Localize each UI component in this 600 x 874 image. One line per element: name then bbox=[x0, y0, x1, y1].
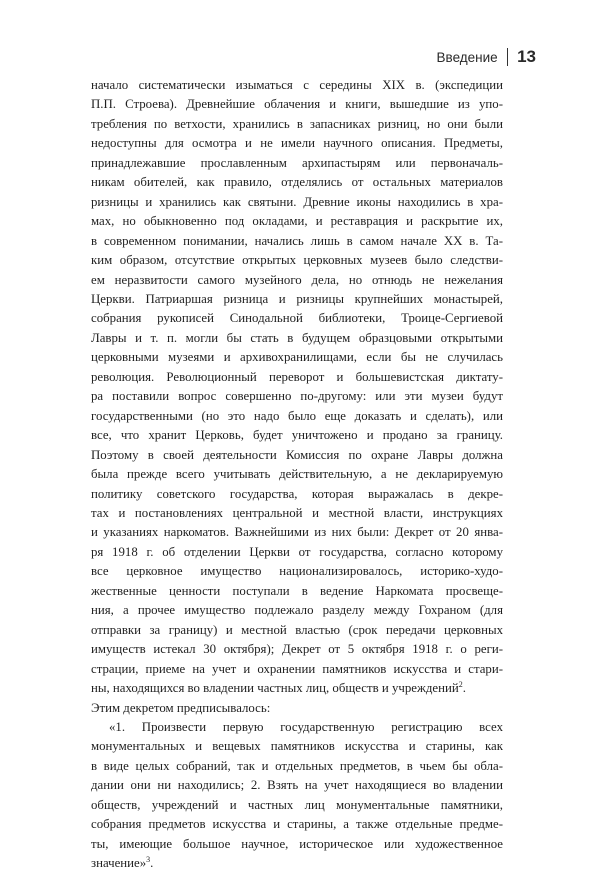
line-text: все, что хранит Церковь, будет уничтожено и продано за границу. bbox=[91, 428, 503, 443]
line-text: мах, но обыкновенно под окладами, и реставрация и раскрытие их, bbox=[91, 214, 503, 229]
line-text: монументальных и вещевых памятников искусства и старины, как bbox=[91, 739, 503, 754]
text-line bbox=[91, 562, 503, 581]
line-text: церковными музеями и архивохранилищами, если бы не случилась bbox=[91, 350, 503, 365]
line-text: обществ, учреждений и частных лиц монументальные памятники, bbox=[91, 797, 503, 812]
line-text: имуществ истекал 30 октября); Декрет от 5 октября 1918 г. о реги- bbox=[91, 642, 503, 657]
text-line bbox=[91, 271, 503, 290]
text-line bbox=[91, 212, 503, 231]
text-line bbox=[91, 699, 503, 718]
text-line bbox=[91, 465, 503, 484]
page-number: 13 bbox=[517, 47, 536, 66]
line-text: требления по ветхости, хранились в запасниках ризниц, но они были bbox=[91, 116, 503, 131]
line-text: собрания рукописей Синодальной библиотеки, Троице-Сергиевой bbox=[91, 311, 503, 326]
text-line bbox=[91, 368, 503, 387]
line-text: Лавры и т. п. могли бы стать в будущем образцовыми открытыми bbox=[91, 330, 503, 345]
text-line bbox=[91, 815, 503, 834]
line-text: Поэтому в своей деятельности Комиссия по охране Лавры должна bbox=[91, 447, 503, 462]
line-text: «1. Произвести первую государственную регистрацию всех bbox=[109, 719, 503, 734]
line-text: ким образом, отсутствие открытых церковных музеев было следстви- bbox=[91, 253, 503, 268]
header-divider bbox=[507, 48, 508, 66]
text-line bbox=[91, 621, 503, 640]
line-text: ты, имеющие большое научное, историческое или художественное bbox=[91, 836, 503, 851]
line-text: ния, а прочее имущество подлежало разделу между Гохраном (для bbox=[91, 603, 503, 618]
text-line bbox=[91, 796, 503, 815]
text-line bbox=[91, 504, 503, 523]
line-text: и указаниях наркоматов. Важнейшими из них были: Декрет от 20 янва- bbox=[91, 525, 503, 540]
text-line bbox=[91, 134, 503, 153]
text-line bbox=[91, 387, 503, 406]
text-line bbox=[91, 485, 503, 504]
line-text: ны, находящихся во владении частных лиц, обществ и учреждений bbox=[91, 681, 459, 696]
line-text: страции, приеме на учет и охранении памятников искусства и стари- bbox=[91, 661, 503, 676]
line-text: значение» bbox=[91, 856, 147, 871]
text-line bbox=[91, 582, 503, 601]
text-line bbox=[91, 115, 503, 134]
text-line bbox=[91, 251, 503, 270]
text-line bbox=[91, 426, 503, 445]
text-line bbox=[91, 601, 503, 620]
text-line bbox=[91, 737, 503, 756]
line-text: тах и постановлениях центральной и местной власти, инструкциях bbox=[91, 505, 503, 520]
text-line bbox=[91, 76, 503, 95]
text-line bbox=[91, 290, 503, 309]
text-line bbox=[91, 835, 503, 854]
line-text: ря 1918 г. об отделении Церкви от государства, согласно которому bbox=[91, 544, 503, 559]
line-text: ем неразвитости самого музейного дела, но отнюдь не нежелания bbox=[91, 272, 503, 287]
text-line bbox=[91, 348, 503, 367]
line-text: Церкви. Патриаршая ризница и ризницы крупнейших монастырей, bbox=[91, 291, 503, 306]
text-line bbox=[91, 95, 503, 114]
text-line bbox=[91, 446, 503, 465]
line-text: государственными (но это надо было еще доказать и сделать), или bbox=[91, 408, 503, 423]
line-text: начало систематически изыматься с середины XIX в. (экспедиции bbox=[91, 78, 503, 92]
line-text: была прежде всего учитывать действительную, а не декларируемую bbox=[91, 467, 503, 482]
line-text: в современном понимании, начались лишь в самом начале XX в. Та- bbox=[91, 233, 503, 248]
text-line bbox=[91, 757, 503, 776]
body-text bbox=[91, 76, 503, 874]
text-line bbox=[91, 407, 503, 426]
line-text: политику советского государства, которая выражалась в декре- bbox=[91, 486, 503, 501]
paragraph bbox=[91, 718, 503, 874]
punctuation: . bbox=[150, 856, 154, 871]
text-line bbox=[91, 660, 503, 679]
text-line bbox=[91, 154, 503, 173]
text-line bbox=[91, 679, 503, 698]
text-line bbox=[91, 543, 503, 562]
text-line bbox=[91, 523, 503, 542]
text-line bbox=[91, 173, 503, 192]
footnote-marker[interactable]: 3 bbox=[146, 855, 151, 865]
line-text: недоступны для осмотра и не имели научного описания. Предметы, bbox=[91, 136, 503, 151]
text-line bbox=[91, 309, 503, 328]
line-text: П.П. Строева). Древнейшие облачения и книги, вышедшие из упо- bbox=[91, 97, 503, 112]
text-line bbox=[91, 232, 503, 251]
section-title: Введение bbox=[436, 49, 498, 65]
line-text: в виде целых собраний, так и отдельных предметов, в чьем бы обла- bbox=[91, 758, 503, 773]
running-head bbox=[437, 47, 536, 67]
line-text: отправки за границу) и местной властью (срок передачи церковных bbox=[91, 622, 503, 637]
text-line bbox=[91, 854, 503, 873]
punctuation: . bbox=[462, 681, 466, 696]
line-text: собрания предметов искусства и старины, а также отдельные предме- bbox=[91, 817, 503, 832]
line-text: жественные ценности поступали в ведение Наркомата просвеще- bbox=[91, 583, 503, 598]
text-line bbox=[91, 718, 503, 737]
text-line bbox=[91, 193, 503, 212]
line-text: дании они ни находились; 2. Взять на учет находящиеся во владении bbox=[91, 778, 503, 793]
line-text: ра поставили вопрос совершенно по-другому: или эти музеи будут bbox=[91, 389, 503, 404]
line-text: Этим декретом предписывалось: bbox=[91, 700, 271, 715]
paragraph bbox=[91, 76, 503, 718]
line-text: никам обителей, как правило, отделялись от остальных материалов bbox=[91, 175, 503, 190]
line-text: принадлежавшие прославленным архипастырям или первоначаль- bbox=[91, 155, 503, 170]
text-line bbox=[91, 329, 503, 348]
line-text: революция. Революционный переворот и большевистская диктату- bbox=[91, 369, 503, 384]
text-line bbox=[91, 640, 503, 659]
line-text: все церковное имущество национализировалось, историко-худо- bbox=[91, 564, 503, 579]
line-text: ризницы и хранились как святыни. Древние иконы находились в хра- bbox=[91, 194, 503, 209]
text-line bbox=[91, 776, 503, 795]
footnote-marker[interactable]: 2 bbox=[458, 680, 463, 690]
